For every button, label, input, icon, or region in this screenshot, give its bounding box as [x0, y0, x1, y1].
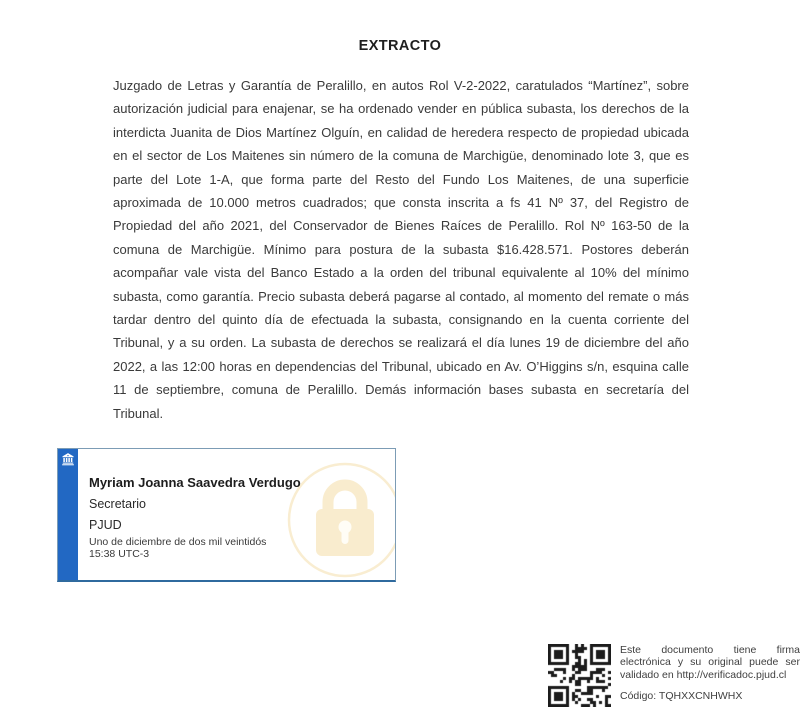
qr-code: [548, 644, 611, 707]
signer-institution: PJUD: [89, 518, 122, 532]
signature-blue-bar: [58, 449, 78, 580]
document-title: EXTRACTO: [358, 38, 442, 54]
verification-text-block: [620, 644, 800, 702]
signature-stamp: [57, 448, 396, 582]
document-body-paragraph: Juzgado de Letras y Garantía de Peralillo, en autos Rol V-2-2022, caratulados “Martínez”, sobre autorización judicial para enajenar, se ha ordenado vender en pública subasta, los derechos de la interdicta Juanita de Dios Martínez Olguín, en calidad de heredera respecto de propiedad ubicada en el sector de Los Maitenes sin número de la comuna de Marchigüe, denominado lote 3, que es parte del Lote 1-A, que forma parte del Resto del Fundo Los Maitenes, de una superficie aproximada de 10.000 metros cuadrados; que consta inscrita a fs 41 Nº 37, del Registro de Propiedad del año 2021, del Conservador de Bienes Raíces de Peralillo. Rol Nº 163-50 de la comuna de Marchigüe. Mínimo para postura de la subasta $16.428.571. Postores deberán acompañar vale vista del Banco Estado a la orden del tribunal equivalente al 10% del mínimo subasta, como garantía. Precio subasta deberá pagarse al contado, al momento del remate o más tardar dentro del quinto día de efectuada la subasta, consignando en la cuenta corriente del Tribunal, y a su orden. La subasta de derechos se realizará el día lunes 19 de diciembre del año 2022, a las 12:00 horas en dependencias del Tribunal, ubicado en Av. O’Higgins s/n, esquina calle 11 de septiembre, comuna de Peralillo. Demás información bases subasta en secretaría del Tribunal.: [113, 78, 689, 421]
verification-code: [620, 690, 800, 702]
verification-code-label: Código:: [620, 689, 659, 702]
signature-time: 15:38 UTC-3: [89, 547, 150, 560]
verification-code-value: TQHXXCNHWHX: [658, 689, 743, 702]
verification-block: [548, 644, 800, 707]
verification-text: Este documento tiene firma electrónica y su original puede ser validado en http://verificadoc.pjud.cl: [620, 644, 800, 681]
signature-date: Uno de diciembre de dos mil veintidós: [89, 536, 267, 548]
signature-details: [89, 475, 301, 560]
signer-role: Secretario: [89, 497, 146, 511]
court-building-icon: [61, 452, 75, 466]
signer-name: Myriam Joanna Saavedra Verdugo: [89, 475, 301, 490]
